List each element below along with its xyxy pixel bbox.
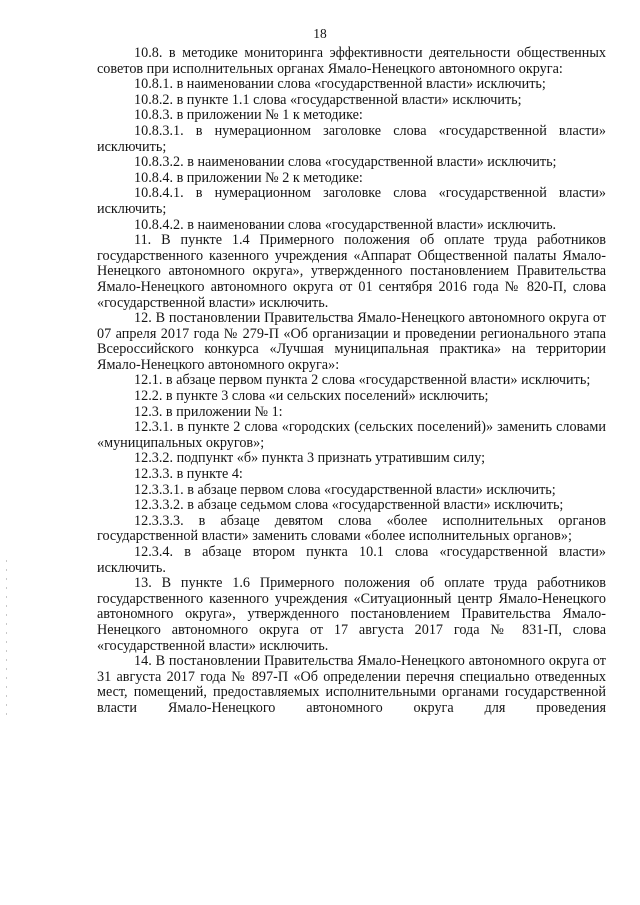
paragraph: 12.3. в приложении № 1: — [134, 403, 283, 420]
paragraph: 13. В пункте 1.6 Примерного положения об оплате труда работников государственного казенного учреждения «Ситуационный центр Ямало-Ненецкого автономного округа», утвержденного постановлением Правительства Ямало-Ненецкого автономного округа от 17 августа 2017 года № 831-П, слова «государственной власти» исключить. — [97, 575, 606, 654]
paragraph: 12.1. в абзаце первом пункта 2 слова «государственной власти» исключить; — [134, 372, 591, 389]
scan-mark — [6, 641, 7, 643]
paragraph: 12.3.3.2. в абзаце седьмом слова «государственной власти» исключить; — [134, 497, 564, 514]
paragraph: 10.8.3. в приложении № 1 к методике: — [134, 107, 363, 124]
scan-mark — [6, 569, 7, 571]
page-number: 18 — [313, 26, 327, 41]
paragraph: 10.8.4.2. в наименовании слова «государственной власти» исключить. — [134, 216, 557, 233]
scan-mark — [6, 560, 7, 562]
scan-mark — [6, 713, 7, 715]
scan-mark — [6, 704, 7, 706]
paragraph: 12.3.3.1. в абзаце первом слова «государственной власти» исключить; — [134, 481, 556, 498]
document-body — [97, 46, 606, 717]
paragraph: 12.3.3. в пункте 4: — [134, 466, 243, 483]
scan-mark — [6, 614, 7, 616]
paragraph: 12.2. в пункте 3 слова «и сельских поселений» исключить; — [134, 388, 489, 405]
scan-mark — [6, 605, 7, 607]
scan-mark — [6, 668, 7, 670]
paragraph: 10.8.2. в пункте 1.1 слова «государственной власти» исключить; — [134, 91, 522, 108]
paragraph: 12.3.4. в абзаце втором пункта 10.1 слова «государственной власти» исключить. — [97, 544, 606, 576]
scan-mark — [6, 650, 7, 652]
scan-mark — [6, 695, 7, 697]
paragraph: 10.8. в методике мониторинга эффективности деятельности общественных советов при исполнительных органах Ямало-Ненецкого автономного округа: — [97, 45, 606, 77]
paragraph: 12.3.3.3. в абзаце девятом слова «более исполнительных органов государственной власти» заменить словами «более исполнительных органов»; — [97, 512, 606, 545]
paragraph: 10.8.4.1. в нумерационном заголовке слова «государственной власти» исключить; — [97, 185, 606, 217]
scan-mark — [6, 578, 7, 580]
scan-mark — [6, 587, 7, 589]
paragraph: 12.3.2. подпункт «б» пункта 3 признать утратившим силу; — [134, 450, 486, 467]
paragraph: 10.8.3.1. в нумерационном заголовке слова «государственной власти» исключить; — [97, 122, 606, 155]
paragraph: 10.8.3.2. в наименовании слова «государственной власти» исключить; — [134, 154, 557, 171]
scan-mark — [6, 632, 7, 634]
scan-mark — [6, 686, 7, 688]
paragraph: 11. В пункте 1.4 Примерного положения об оплате труда работников государственного казенного учреждения «Аппарат Общественной палаты Ямало-Ненецкого автономного округа», утвержденного постановлением Правительства Ямало-Ненецкого автономного округа от 01 сентября 2016 года № 820-П, слова «государственной власти» исключить. — [97, 232, 606, 311]
paragraph: 10.8.4. в приложении № 2 к методике: — [134, 169, 363, 186]
scan-mark — [6, 623, 7, 625]
paragraph: 10.8.1. в наименовании слова «государственной власти» исключить; — [134, 76, 546, 93]
scan-mark — [6, 659, 7, 661]
paragraph: 14. В постановлении Правительства Ямало-Ненецкого автономного округа от 31 августа 2017 года № 897-П «Об определении перечня специально отведенных мест, помещений, предоставляемых исполнительными органами государственной власти Ямало-Ненецкого автономного округа для проведения — [97, 653, 606, 716]
scan-mark — [6, 596, 7, 598]
paragraph: 12. В постановлении Правительства Ямало-Ненецкого автономного округа от 07 апреля 2017 года № 279-П «Об организации и проведении регионального этапа Всероссийского конкурса «Лучшая муниципальная практика» на территории Ямало-Ненецкого автономного округа»: — [97, 310, 606, 373]
scan-mark — [6, 677, 7, 679]
paragraph: 12.3.1. в пункте 2 слова «городских (сельских поселений)» заменить словами «муниципальных округов»; — [97, 419, 606, 451]
margin-scan-marks — [6, 560, 10, 720]
